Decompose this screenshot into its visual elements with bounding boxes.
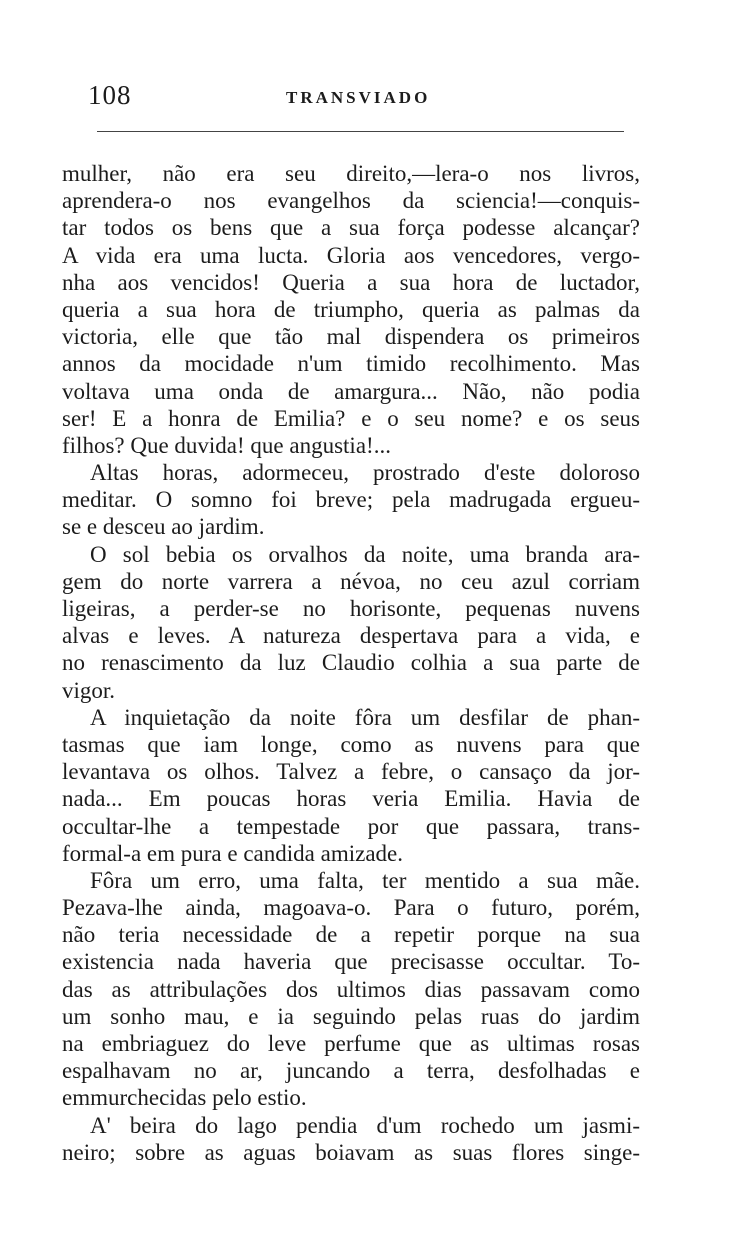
text-line: não teria necessidade de a repetir porque na sua [62, 922, 640, 948]
text-line: nada... Em poucas horas veria Emilia. Havia de [62, 786, 640, 812]
text-line: na embriaguez do leve perfume que as ultimas rosas [62, 1031, 640, 1056]
text-line: filhos? Que duvida! que angustia!... [62, 432, 391, 458]
text-line: A inquietação da noite fôra um desfilar de phan- [90, 704, 640, 730]
text-line: formal-a em pura e candida amizade. [62, 840, 403, 866]
text-line: gem do norte varrera a névoa, no ceu azul corriam [62, 568, 640, 594]
text-line: tar todos os bens que a sua força podesse alcançar? [62, 215, 640, 241]
text-line: neiro; sobre as aguas boiavam as suas flores singe- [62, 1139, 640, 1165]
text-line: Altas horas, adormeceu, prostrado d'este doloroso [90, 460, 640, 486]
text-line: um sonho mau, e ia seguindo pelas ruas do jardim [62, 1003, 640, 1029]
text-line: tasmas que iam longe, como as nuvens para que [62, 731, 640, 757]
text-line: annos da mocidade n'um timido recolhimento. Mas [62, 351, 640, 377]
text-line: ser! E a honra de Emilia? e o seu nome? e os seus [62, 405, 640, 431]
text-line: mulher, não era seu direito,—lera-o nos livros, [62, 161, 640, 186]
text-line: O sol bebia os orvalhos da noite, uma branda ara- [90, 541, 640, 567]
text-line: vigor. [62, 677, 116, 703]
text-line: occultar-lhe a tempestade por que passara, trans- [62, 813, 640, 839]
text-line: nha aos vencidos! Queria a sua hora de luctador, [62, 269, 640, 295]
header-rule [97, 131, 624, 132]
page-header [88, 80, 628, 114]
running-title: TRANSVIADO [286, 88, 431, 107]
text-line: espalhavam no ar, juncando a terra, desfolhadas e [62, 1058, 640, 1084]
text-line: A' beira do lago pendia d'um rochedo um jasmi- [90, 1112, 640, 1138]
text-line: meditar. O somno foi breve; pela madrugada ergueu- [62, 487, 640, 513]
text-line: alvas e leves. A natureza despertava para a vida, e [62, 623, 640, 649]
text-line: no renascimento da luz Claudio colhia a sua parte de [62, 650, 640, 676]
body-text [62, 160, 640, 1166]
text-line: existencia nada haveria que precisasse occultar. To- [62, 949, 640, 975]
text-line: A vida era uma lucta. Gloria aos vencedores, vergo- [62, 242, 640, 268]
text-line: Pezava-lhe ainda, magoava-o. Para o futuro, porém, [62, 895, 640, 921]
text-line: queria a sua hora de triumpho, queria as palmas da [62, 296, 640, 322]
page-number: 108 [88, 80, 132, 110]
text-line: Fôra um erro, uma falta, ter mentido a sua mãe. [90, 867, 640, 893]
text-line: voltava uma onda de amargura... Não, não podia [62, 378, 640, 404]
text-line: ligeiras, a perder-se no horisonte, pequenas nuvens [62, 596, 640, 621]
text-line: victoria, elle que tão mal dispendera os primeiros [62, 324, 640, 350]
text-line: emmurchecidas pelo estio. [62, 1085, 307, 1111]
text-line: levantava os olhos. Talvez a febre, o cansaço da jor- [62, 759, 640, 785]
text-line: se e desceu ao jardim. [62, 514, 265, 540]
text-line: aprendera-o nos evangelhos da sciencia!—conquis- [62, 188, 640, 214]
text-line: das as attribulações dos ultimos dias passavam como [62, 976, 640, 1002]
